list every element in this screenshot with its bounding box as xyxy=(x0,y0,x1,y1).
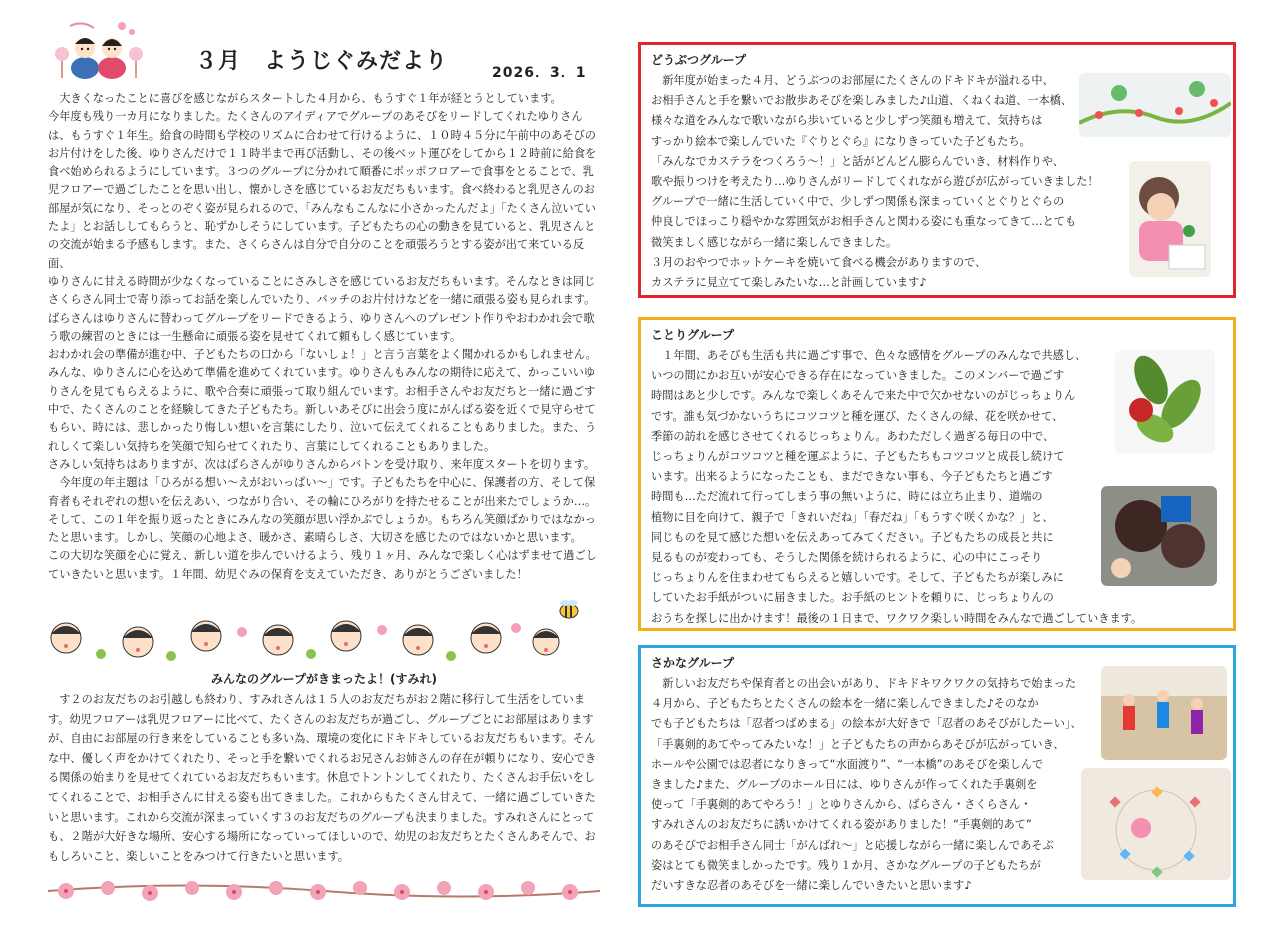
page-title: ３月 ようじぐみだより xyxy=(195,49,449,74)
sakana-title: さかなグループ xyxy=(651,656,735,670)
bee-icon xyxy=(556,598,582,620)
sumire-text: す２のお友だちのお引越しも終わり、すみれさんは１５人のお友だちがお２階に移行して生活をしていま す。幼児フロアーは乳児フロアーに比べて、たくさんのお友だちが過ごし、グループごとにお部屋はあります が、自由にお部屋の行き来をしていることも多い為、環境の変化にドキドキしているお友だちもいます。そん な中、優しく声をかけてくれたり、そっと手を繋いでくれるお兄さんお姉さんの存在が頼りになり、安心でき る関係の始まりを見せてくれているお友だちもいます。休息でトントンしてくれたり、たくさんお手伝いをし てくれることで、お相手さんに甘える姿も出てきました。これからもたくさん甘えて、一緒に過ごしていきた いと思います。これから交流が深まっていくす３のお友だちのグループも決まりました。すみれさんにとって も、２階が大好きな場所、安心する場所になっていってほしいので、幼児のお友だちとたくさんあそんで、お もしろいこと、楽しいことをみつけて行きたいと思います。 xyxy=(48,693,597,863)
shuriken-circle-photo xyxy=(1081,768,1231,880)
child-crafting-photo xyxy=(1129,161,1211,277)
children-faces-illustration xyxy=(46,614,602,664)
garden-photo xyxy=(1079,73,1231,137)
doubutsu-box xyxy=(638,42,1236,298)
kotori-box xyxy=(638,317,1236,631)
kotori-title: ことりグループ xyxy=(651,328,735,342)
camellia-photo xyxy=(1115,350,1215,454)
kotori-text: １年間、あそびも生活も共に過ごす事で、色々な感情をグループのみんなで共感し、 いつの間にかお互いが安心できる存在になっていきました。このメンバーで過ごす 時間はあと少しです。みんなで楽しくあそんで来た中で欠かせないのがじっちょりん です。誰も気づかないうちにコツコツと種を運び、たくさんの緑、花を咲かせて、 季節の訪れを感じさせてくれるじっちょりん。あわただしく過ぎる毎日の中で、 じっちょりんがコツコツと種を運ぶように、子どもたちもコツコツと成長し続けて います。出来るようになったことも、まだできない事も、今子どもたちと過ごす 時間も…ただ流れて行ってしまう事の無いように、時には立ち止まり、道端の 植物に目を向けて、親子で「きれいだね」「春だね」「もうすぐ咲くかな？」と、 同じものを見て感じた想いを伝えあってみてください。子どもたちの成長と共に 見るものが変わっても、そうした関係を続けられるように、心の中にこっそり じっちょりんを住まわせてもらえると嬉しいです。そして、子どもたちが楽しみに していたお手紙がついに届きました。お手紙のヒントを頼りに、じっちょりんの おうちを探しに出かけます！最後の１日まで、ワクワク楽しい時間をみんなで過ごしていきます。 xyxy=(651,349,1143,625)
cherry-blossom-border xyxy=(46,874,602,908)
sumire-title: みんなのグループがきまったよ！(すみれ) xyxy=(210,672,437,686)
doubutsu-title: どうぶつグループ xyxy=(651,53,747,67)
sakana-text: 新しいお友だちや保育者との出会いがあり、ドキドキワクワクの気持ちで始まった ４月から、子どもたちとたくさんの絵本を一緒に楽しんできました♪そのなか でも子どもたちは「忍者つばめまる」の絵本が大好きで「忍者のあそびがしたーい」、 「手裏剣的あてやってみたいな！」と子どもたちの声からあそびが広がっていき、 ホールや公園では忍者になりきって“水面渡り”、“一本橋”のあそびを楽しんで きました♪また、グループのホール日には、ゆりさんが作ってくれた手裏剣を 使って「手裏剣的あてやろう！」とゆりさんから、ばらさん・さくらさん・ すみれさんのお友だちに誘いかけてくれる姿がありました！“手裏剣的あて” のあそびでお相手さん同士「がんばれ～」と応援しながら一緒に楽しんであそぶ 姿はとても微笑ましかったです。残り１か月、さかなグループの子どもたちが だいすきな忍者のあそびを一緒に楽しんでいきたいと思います♪ xyxy=(651,677,1082,893)
children-hall-photo xyxy=(1101,666,1227,760)
doubutsu-text: 新年度が始まった４月、どうぶつのお部屋にたくさんのドキドキが溢れる中、 お相手さんと手を繋いでお散歩あそびを楽しみました♪山道、くねくね道、一本橋、 様々な道をみんなで歌いながら歩いていると少しずつ笑顔も増えて、気持ちは すっかり絵本で楽しんでいた『ぐりとぐら』になりきっていた子どもたち。 「みんなでカステラをつくろう～！」と話がどんどん膨らんでいき、材料作りや、 歌や振りつけを考えたり…ゆりさんがリードしてくれながら遊びが広がっていきました！ グループで一緒に生活していく中で、少しずつ関係も深まっていくとぐりとぐらの 仲良しでほっこり穏やかな雰囲気がお相手さんと関わる姿にも重なってきて…とても 微笑ましく感じながら一緒に楽しんできました。 ３月のおやつでホットケーキを焼いて食べる機会がありますので、 カステラに見立てて楽しみたいな…と計画しています♪ xyxy=(651,74,1099,290)
children-looking-photo xyxy=(1101,486,1217,586)
intro-text: 大きくなったことに喜びを感じながらスタートした４月から、もうすぐ１年が経とうとしています。 今年度も残り一カ月になりました。たくさんのアイディアでグループのあそびをリードしてくれたゆりさん は、もうすぐ１年生。給食の時間も学校のリズムに合わせて行けるように、１０時４５分に午前中のあそびの お片付けをした後、ゆりさんだけで１１時半まで再び活動し、その後ベット運びをしてから１２時前に給食を 食べ始められるようにしています。３つのグループに分かれて順番にポッポフロアーで食事をとることで、乳 児フロアーで過ごしたことを思い出し、懐かしさを感じているお友だちもいます。食べ終わると乳児さんのお 部屋が気になり、そっとのぞく姿が見られるので、「みんなもこんなに小さかったんだよ」「たくさん泣いてい たよ」とお話ししてもらうと、恥ずかしそうにしています。子どもたちの心の動きを見ていると、乳児さんと の交流が始まる予感もします。また、さくらさんは自分で自分のことを頑張ろうとする姿が出て来ている反面、 ゆりさんに甘える時間が少なくなっていることにさみしさを感じているお友だちもいます。そんなときは同じ さくらさん同士で寄り添ってお話を楽しんでいたり、バッチのお片付けなどを一緒に頑張る姿も見られます。 ばらさんはゆりさんに替わってグループをリードできるよう、ゆりさんへのプレゼント作りやおわかれ会で歌 う歌の練習のときには一生懸命に頑張る姿を見せてくれて頼もしく感じています。 おわかれ会の準備が進む中、子どもたちの口から「ないしょ！」と言う言葉をよく聞かれるかもしれません。 みんな、ゆりさんに心を込めて準備を進めてくれています。ゆりさんもみんなの期待に応えて、かっこいいゆ りさんを見てもらえるように、歌や合奏に頑張って取り組んでいます。お相手さんやお友だちと一緒に過ごす 中で、たくさんのことを経験してきた子どもたち。新しいあそびに出会う度にがんばる姿を近くで見守らせて もらい、時には、悲しかったり悔しい想いを言葉にしたり、泣いて伝えてくれることもありました。また、う れしくて楽しい気持ちを笑顔で知らせてくれたり、言葉にしてくれることもありました。 さみしい気持ちはありますが、次はばらさんがゆりさんからバトンを受け取り、来年度スタートを切ります。 今年度の年主題は「ひろがる想い～えがおいっぱい～」です。子どもたちを中心に、保護者の方、そして保 育者もそれぞれの想いを伝えあい、つながり合い、その輪にひろがりを持たせることが出来たでしょうか…。 そして、この１年を振り返ったときにみんなの笑顔が思い浮かぶでしょうか。もちろん笑顔ばかりではなかっ たと思います。しかし、笑顔の心地よさ、暖かさ、素晴らしさ、大切さを感じたのではないかと思います。 この大切な笑顔を心に覚え、新しい道を歩んでいけるよう、残り１ヶ月、みんなで楽しく心はずませて過ごし ていきたいと思います。１年間、幼児ぐみの保育を支えていただき、ありがとうございました！ xyxy=(48,92,597,581)
issue-date: 2026．3．1 xyxy=(492,65,587,81)
hina-dolls-illustration xyxy=(52,20,144,82)
sakana-box xyxy=(638,645,1236,907)
